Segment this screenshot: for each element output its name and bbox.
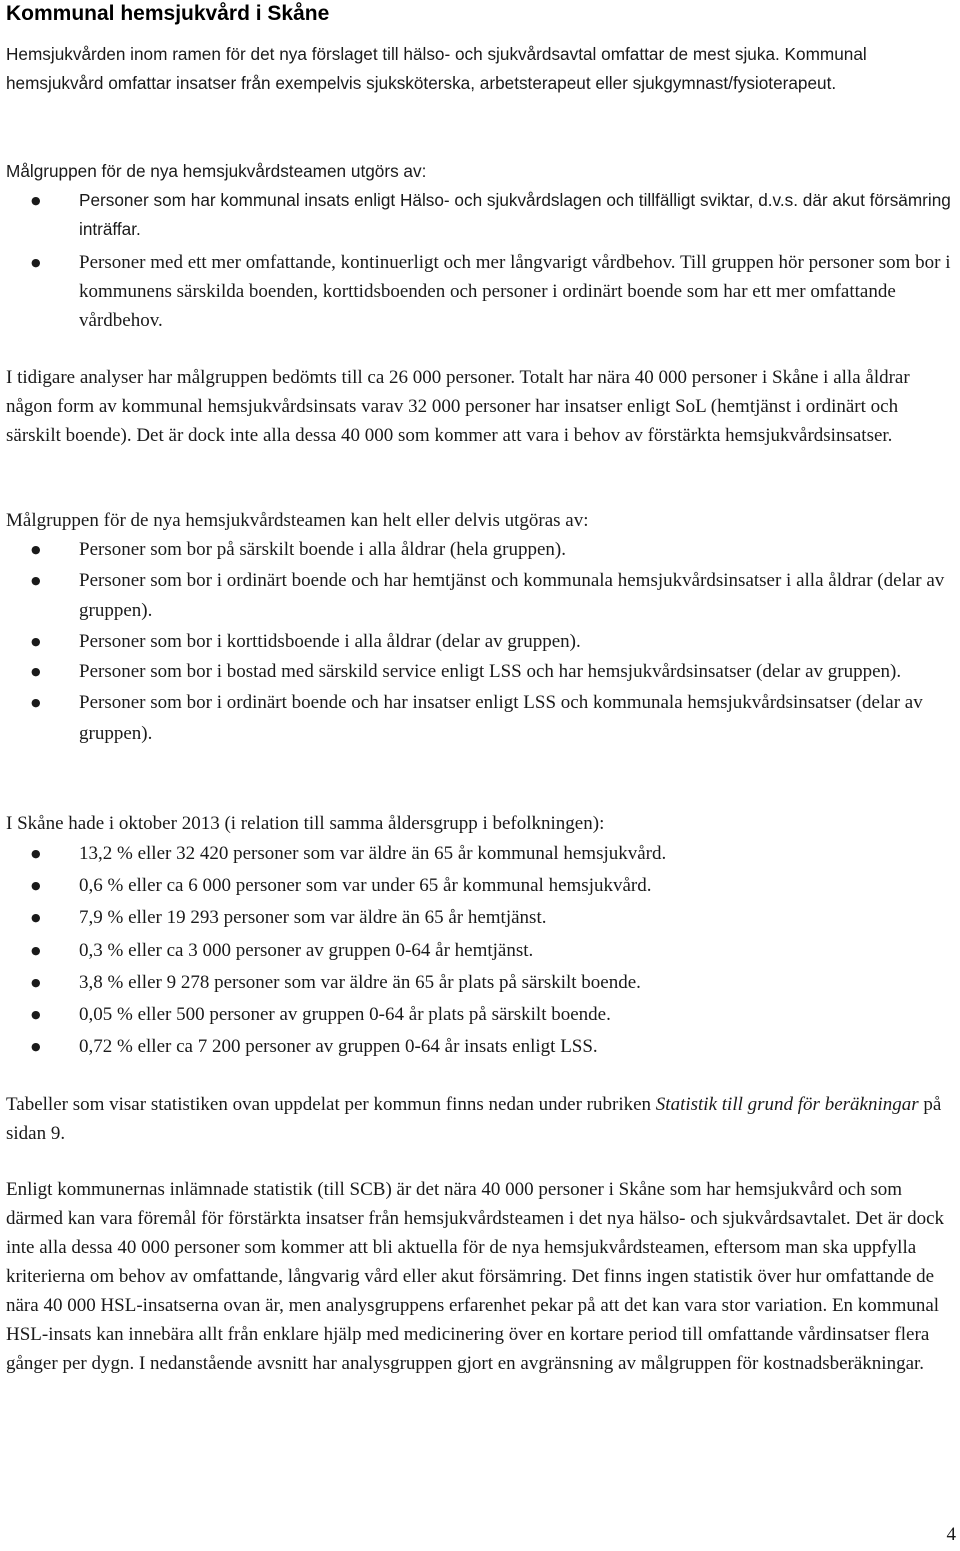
list-item: ● 13,2 % eller 32 420 personer som var äldre än 65 år kommunal hemsjukvård.: [6, 838, 956, 870]
list-item: ● Personer som bor i ordinärt boende och har insatser enligt LSS och kommunala hemsjukvårdsinsatser (delar av gruppen).: [6, 688, 956, 749]
target-group-2-lead: Målgruppen för de nya hemsjukvårdsteamen kan helt eller delvis utgöras av:: [6, 510, 589, 531]
list-item: ● 0,72 % eller ca 7 200 personer av gruppen 0-64 år insats enligt LSS.: [6, 1031, 956, 1063]
list-item: ● Personer som har kommunal insats enligt Hälso- och sjukvårdslagen och tillfälligt sviktar, d.v.s. där akut försämring inträffar.: [6, 186, 956, 244]
list-item: ● Personer som bor på särskilt boende i alla åldrar (hela gruppen).: [6, 535, 956, 566]
target-group-1-section: [6, 157, 956, 244]
list-item: ● 7,9 % eller 19 293 personer som var äldre än 65 år hemtjänst.: [6, 902, 956, 934]
stats-list: [6, 838, 956, 1063]
list-item: ● Personer som bor i ordinärt boende och har hemtjänst och kommunala hemsjukvårdsinsatser i alla åldrar (delar av gruppen).: [6, 566, 956, 627]
intro-paragraph: Hemsjukvården inom ramen för det nya förslaget till hälso- och sjukvårdsavtal omfattar de mest sjuka. Kommunal hemsjukvård omfattar insatser från exempelvis sjuksköterska, arbetsterapeut eller sjukgymnast/fysioterapeut.: [6, 44, 867, 93]
target-group-2-list: [6, 535, 956, 749]
page-title: Kommunal hemsjukvård i Skåne: [6, 2, 330, 25]
stats-lead: I Skåne hade i oktober 2013 (i relation till samma åldersgrupp i befolkningen):: [6, 813, 605, 834]
list-item: ● 0,05 % eller 500 personer av gruppen 0-64 år plats på särskilt boende.: [6, 999, 956, 1031]
tables-note-paragraph: Tabeller som visar statistiken ovan uppdelat per kommun finns nedan under rubriken Statistik till grund för beräkningar på sidan 9.: [6, 1094, 942, 1144]
page-number: 4: [946, 1524, 956, 1545]
list-item: ● Personer med ett mer omfattande, kontinuerligt och mer långvarigt vårdbehov. Till gruppen hör personer som bor i kommunens särskilda boenden, korttidsboenden och personer i ordinärt boende som har ett mer omfattande vårdbehov.: [6, 248, 956, 335]
target-group-1-lead: Målgruppen för de nya hemsjukvårdsteamen utgörs av:: [6, 161, 427, 181]
list-item: ● Personer som bor i bostad med särskild service enligt LSS och har hemsjukvårdsinsatser (delar av gruppen).: [6, 657, 956, 688]
target-group-1-list: [6, 186, 956, 244]
target-group-1-list-cont: [6, 248, 956, 335]
list-item: ● Personer som bor i korttidsboende i alla åldrar (delar av gruppen).: [6, 627, 956, 658]
list-item: ● 3,8 % eller 9 278 personer som var äldre än 65 år plats på särskilt boende.: [6, 967, 956, 999]
closing-paragraph: Enligt kommunernas inlämnade statistik (till SCB) är det nära 40 000 personer i Skåne som har hemsjukvård och som därmed kan vara föremål för förstärkta insatser från hemsjukvårdsteamen i det nya hälso- och sjukvårdsavtalet. Det är dock inte alla dessa 40 000 personer som kommer att bli aktuella för de nya hemsjukvårdsteamen, eftersom man ska uppfylla kriterierna om behov av omfattande, långvarig vård eller akut försämring. Det finns ingen statistik över hur omfattande de nära 40 000 HSL-insatserna ovan är, men analysgruppens erfarenhet pekar på att det kan vara stor variation. En kommunal HSL-insats kan innebära allt från enklare hjälp med medicinering över en kortare period till omfattande vårdinsatser flera gånger per dygn. I nedanstående avsnitt har analysgruppen gjort en avgränsning av målgruppen för kostnadsberäkningar.: [6, 1179, 945, 1374]
stats-section: [6, 809, 956, 1063]
list-item: ● 0,3 % eller ca 3 000 personer av gruppen 0-64 år hemtjänst.: [6, 935, 956, 967]
list-item: ● 0,6 % eller ca 6 000 personer som var under 65 år kommunal hemsjukvård.: [6, 870, 956, 902]
target-group-2-section: [6, 506, 956, 749]
analysis-paragraph: I tidigare analyser har målgruppen bedömts till ca 26 000 personer. Totalt har nära 40 000 personer i Skåne i alla åldrar någon form av kommunal hemsjukvårdsinsats varav 32 000 personer har insatser enligt SoL (hemtjänst i ordinärt och särskilt boende). Det är dock inte alla dessa 40 000 som kommer att vara i behov av förstärkta hemsjukvårdsinsatser.: [6, 367, 910, 446]
statistics-section-reference: Statistik till grund för beräkningar: [655, 1094, 919, 1115]
